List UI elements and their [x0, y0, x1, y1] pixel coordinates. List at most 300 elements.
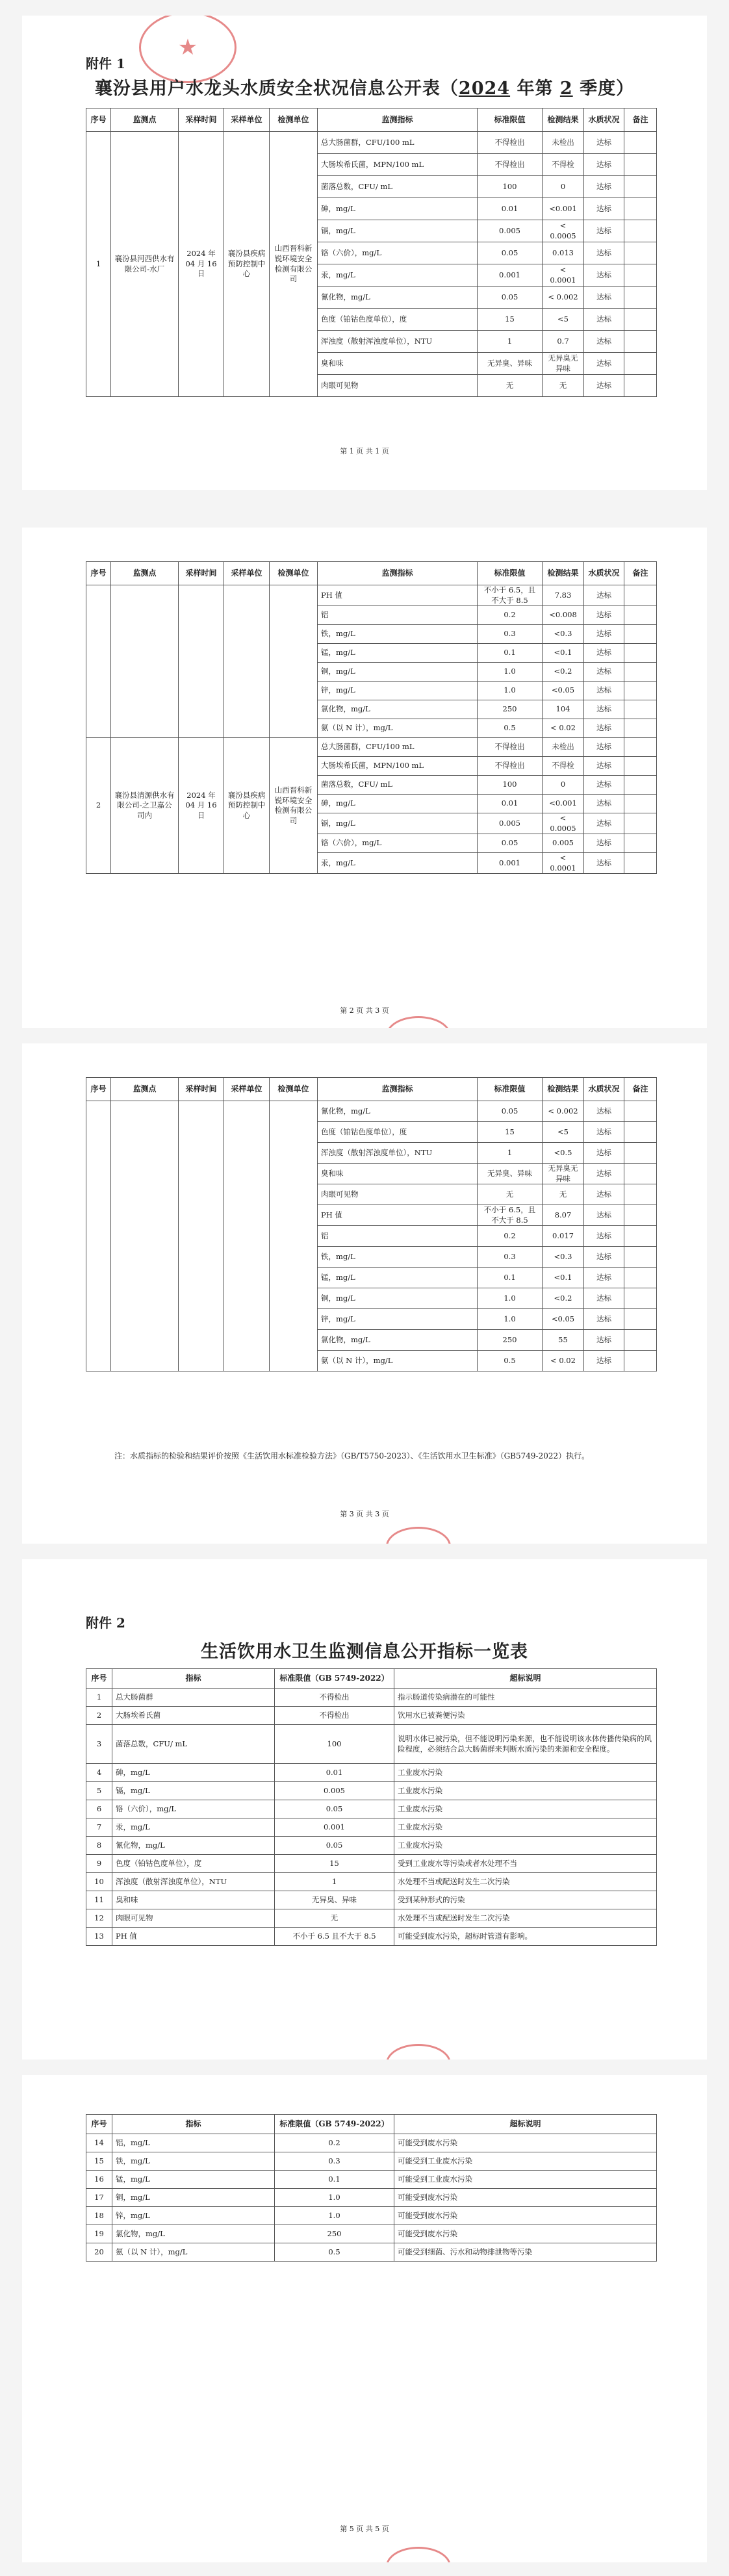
cell-limit: 无 — [275, 1909, 394, 1928]
header-tester: 检测单位 — [270, 1078, 318, 1101]
cell-result: 0 — [543, 776, 584, 795]
cell-remark — [624, 853, 657, 874]
cell-limit: 1.0 — [275, 2207, 394, 2225]
cell-result: <0.001 — [543, 198, 584, 220]
cell-result: <0.3 — [543, 1247, 584, 1268]
cell-result: 0.017 — [543, 1226, 584, 1247]
cell-status: 达标 — [584, 1122, 624, 1143]
cell-limit: 0.3 — [478, 1247, 543, 1268]
cell-limit: 不小于 6.5，且不大于 8.5 — [478, 585, 543, 606]
cell-indicator: 铬（六价），mg/L — [112, 1800, 275, 1818]
cell-limit: 0.5 — [275, 2243, 394, 2262]
page-footer: 第 3 页 共 3 页 — [340, 1510, 389, 1518]
table-row — [86, 1782, 657, 1800]
cell-seq: 17 — [86, 2189, 112, 2207]
cell-indicator: 镉，mg/L — [318, 220, 478, 242]
cell-merged-blank — [86, 1101, 111, 1371]
cell-desc: 工业废水污染 — [394, 1818, 657, 1837]
cell-desc: 说明水体已被污染，但不能说明污染来源，也不能说明该水体传播传染病的风险程度，必须结合总大肠菌群来判断水质污染的来源和安全程度。 — [394, 1725, 657, 1764]
header-limit: 标准限值（GB 5749-2022） — [275, 1669, 394, 1689]
cell-status: 达标 — [584, 795, 624, 813]
cell-remark — [624, 1143, 657, 1164]
cell-indicator: 肉眼可见物 — [112, 1909, 275, 1928]
cell-seq: 8 — [86, 1837, 112, 1855]
cell-indicator: 铜，mg/L — [318, 1288, 478, 1309]
cell-seq: 20 — [86, 2243, 112, 2262]
cell-limit: 1.0 — [478, 682, 543, 700]
cell-seq: 2 — [86, 738, 111, 874]
cell-limit: 不得检出 — [478, 132, 543, 154]
cell-seq: 11 — [86, 1891, 112, 1909]
page-5 — [22, 2075, 707, 2562]
cell-remark — [624, 309, 657, 331]
cell-desc: 工业废水污染 — [394, 1764, 657, 1782]
cell-status: 达标 — [584, 353, 624, 375]
official-seal — [386, 2547, 451, 2562]
header-sampler: 采样单位 — [224, 562, 270, 585]
cell-result: 104 — [543, 700, 584, 719]
cell-limit: 1 — [478, 1143, 543, 1164]
cell-indicator: PH 值 — [112, 1928, 275, 1946]
cell-seq: 15 — [86, 2152, 112, 2171]
cell-desc: 可能受到废水污染，超标时管道有影响。 — [394, 1928, 657, 1946]
cell-indicator: 氰化物，mg/L — [318, 287, 478, 309]
cell-result: 不得检 — [543, 154, 584, 176]
cell-limit: 1.0 — [478, 1309, 543, 1330]
header-sampler: 采样单位 — [224, 1078, 270, 1101]
cell-indicator: 臭和味 — [112, 1891, 275, 1909]
table-row — [86, 1891, 657, 1909]
cell-merged-blank — [224, 585, 270, 738]
cell-limit: 0.3 — [275, 2152, 394, 2171]
cell-indicator: 砷，mg/L — [318, 198, 478, 220]
page-footer: 第 1 页 共 1 页 — [340, 447, 389, 455]
cell-result: 未检出 — [543, 132, 584, 154]
cell-limit: 无 — [478, 375, 543, 397]
cell-tester: 山西晋科新锐环境安全检测有限公司 — [270, 132, 318, 397]
cell-limit: 不得检出 — [478, 154, 543, 176]
cell-limit: 15 — [478, 309, 543, 331]
cell-status: 达标 — [584, 719, 624, 738]
cell-remark — [624, 132, 657, 154]
table-row — [86, 1837, 657, 1855]
cell-status: 达标 — [584, 1309, 624, 1330]
cell-indicator: 浑浊度（散射浑浊度单位），NTU — [318, 331, 478, 353]
cell-indicator: 总大肠菌群，CFU/100 mL — [318, 132, 478, 154]
cell-limit: 0.001 — [478, 853, 543, 874]
cell-limit: 不小于 6.5，且不大于 8.5 — [478, 1205, 543, 1226]
cell-remark — [624, 585, 657, 606]
cell-indicator: 菌落总数，CFU/ mL — [318, 176, 478, 198]
cell-remark — [624, 1226, 657, 1247]
cell-limit: 0.2 — [478, 1226, 543, 1247]
monitoring-table-1 — [86, 108, 657, 397]
cell-seq: 1 — [86, 132, 111, 397]
page-2 — [22, 528, 707, 1028]
cell-seq: 5 — [86, 1782, 112, 1800]
header-desc: 超标说明 — [394, 1669, 657, 1689]
cell-status: 达标 — [584, 738, 624, 757]
cell-indicator: 氨（以 N 计），mg/L — [318, 719, 478, 738]
cell-status: 达标 — [584, 1226, 624, 1247]
cell-seq: 19 — [86, 2225, 112, 2243]
cell-indicator: 氯化物，mg/L — [112, 2225, 275, 2243]
cell-indicator: 色度（铂钴色度单位），度 — [318, 309, 478, 331]
cell-result: < 0.0005 — [543, 813, 584, 834]
header-status: 水质状况 — [584, 108, 624, 132]
header-time: 采样时间 — [179, 1078, 224, 1101]
cell-status: 达标 — [584, 176, 624, 198]
cell-desc: 可能受到工业废水污染 — [394, 2171, 657, 2189]
cell-result: < 0.02 — [543, 1351, 584, 1371]
cell-indicator: 锰，mg/L — [318, 1268, 478, 1288]
cell-result: 0.013 — [543, 242, 584, 264]
cell-indicator: 镉，mg/L — [318, 813, 478, 834]
cell-status: 达标 — [584, 682, 624, 700]
cell-limit: 无异臭、异味 — [275, 1891, 394, 1909]
cell-indicator: 菌落总数，CFU/ mL — [318, 776, 478, 795]
cell-status: 达标 — [584, 264, 624, 287]
cell-remark — [624, 1184, 657, 1205]
cell-remark — [624, 757, 657, 776]
cell-status: 达标 — [584, 663, 624, 682]
table-row — [86, 1725, 657, 1764]
cell-status: 达标 — [584, 1143, 624, 1164]
cell-status: 达标 — [584, 625, 624, 644]
cell-indicator: 锰，mg/L — [112, 2171, 275, 2189]
cell-result: <0.008 — [543, 606, 584, 625]
cell-limit: 0.005 — [275, 1782, 394, 1800]
cell-remark — [624, 1288, 657, 1309]
header-indicator: 监测指标 — [318, 1078, 478, 1101]
cell-merged-blank — [179, 1101, 224, 1371]
cell-limit: 0.1 — [478, 1268, 543, 1288]
table-row — [86, 2225, 657, 2243]
cell-indicator: 铝 — [318, 606, 478, 625]
cell-remark — [624, 1268, 657, 1288]
cell-indicator: 氨（以 N 计），mg/L — [112, 2243, 275, 2262]
cell-sampler: 襄汾县疾病预防控制中心 — [224, 132, 270, 397]
cell-result: < 0.002 — [543, 1101, 584, 1122]
cell-seq: 3 — [86, 1725, 112, 1764]
cell-seq: 2 — [86, 1707, 112, 1725]
header-seq: 序号 — [86, 108, 111, 132]
cell-merged-blank — [111, 585, 179, 738]
cell-status: 达标 — [584, 1205, 624, 1226]
cell-status: 达标 — [584, 606, 624, 625]
cell-limit: 0.05 — [478, 287, 543, 309]
cell-remark — [624, 776, 657, 795]
cell-indicator: 锰，mg/L — [318, 644, 478, 663]
cell-desc: 可能受到废水污染 — [394, 2207, 657, 2225]
cell-indicator: 铝，mg/L — [112, 2134, 275, 2152]
table-row — [86, 1101, 657, 1122]
cell-indicator: 砷，mg/L — [112, 1764, 275, 1782]
header-result: 检测结果 — [543, 562, 584, 585]
cell-result: <0.05 — [543, 682, 584, 700]
cell-result: 无 — [543, 1184, 584, 1205]
cell-remark — [624, 220, 657, 242]
cell-status: 达标 — [584, 644, 624, 663]
cell-desc: 水处理不当或配送时发生二次污染 — [394, 1873, 657, 1891]
table-row — [86, 1689, 657, 1707]
table-row — [86, 1928, 657, 1946]
cell-limit: 0.005 — [478, 220, 543, 242]
cell-status: 达标 — [584, 1184, 624, 1205]
cell-desc: 受到工业废水等污染或者水处理不当 — [394, 1855, 657, 1873]
cell-desc: 工业废水污染 — [394, 1837, 657, 1855]
cell-result: <0.05 — [543, 1309, 584, 1330]
cell-status: 达标 — [584, 700, 624, 719]
cell-status: 达标 — [584, 132, 624, 154]
cell-limit: 无异臭、异味 — [478, 353, 543, 375]
official-seal: ★ — [139, 16, 237, 83]
table-row — [86, 2134, 657, 2152]
cell-merged-blank — [224, 1101, 270, 1371]
cell-seq: 12 — [86, 1909, 112, 1928]
cell-indicator: 肉眼可见物 — [318, 375, 478, 397]
cell-status: 达标 — [584, 1330, 624, 1351]
table-row — [86, 1855, 657, 1873]
cell-status: 达标 — [584, 1247, 624, 1268]
cell-result: <0.1 — [543, 644, 584, 663]
cell-indicator: 菌落总数，CFU/ mL — [112, 1725, 275, 1764]
cell-status: 达标 — [584, 813, 624, 834]
cell-result: < 0.002 — [543, 287, 584, 309]
cell-remark — [624, 719, 657, 738]
table-header-row — [86, 1078, 657, 1101]
page-footer: 第 2 页 共 3 页 — [340, 1006, 389, 1015]
cell-limit: 1.0 — [478, 663, 543, 682]
cell-status: 达标 — [584, 776, 624, 795]
indicator-table-2 — [86, 2114, 657, 2262]
cell-limit: 0.1 — [275, 2171, 394, 2189]
table-row — [86, 1800, 657, 1818]
cell-result: <5 — [543, 1122, 584, 1143]
cell-result: 7.83 — [543, 585, 584, 606]
page-3 — [22, 1043, 707, 1544]
cell-remark — [624, 1122, 657, 1143]
cell-remark — [624, 813, 657, 834]
cell-desc: 饮用水已被粪便污染 — [394, 1707, 657, 1725]
cell-indicator: 汞，mg/L — [318, 264, 478, 287]
cell-result: <0.2 — [543, 663, 584, 682]
table-header-row — [86, 1669, 657, 1689]
table-row — [86, 1764, 657, 1782]
cell-seq: 16 — [86, 2171, 112, 2189]
cell-status: 达标 — [584, 198, 624, 220]
cell-indicator: 浑浊度（散射浑浊度单位），NTU — [318, 1143, 478, 1164]
cell-limit: 0.05 — [275, 1800, 394, 1818]
cell-tester: 山西晋科新锐环境安全检测有限公司 — [270, 738, 318, 874]
cell-seq: 13 — [86, 1928, 112, 1946]
header-tester: 检测单位 — [270, 562, 318, 585]
cell-limit: 0.001 — [275, 1818, 394, 1837]
cell-time: 2024 年 04 月 16 日 — [179, 132, 224, 397]
cell-limit: 不小于 6.5 且不大于 8.5 — [275, 1928, 394, 1946]
cell-result: <0.5 — [543, 1143, 584, 1164]
cell-limit: 无异臭、异味 — [478, 1164, 543, 1184]
cell-indicator: 氯化物，mg/L — [318, 700, 478, 719]
cell-indicator: PH 值 — [318, 1205, 478, 1226]
cell-desc: 可能受到废水污染 — [394, 2225, 657, 2243]
cell-remark — [624, 625, 657, 644]
cell-limit: 100 — [478, 176, 543, 198]
cell-remark — [624, 663, 657, 682]
cell-merged-blank — [179, 585, 224, 738]
cell-indicator: 铁，mg/L — [112, 2152, 275, 2171]
cell-seq: 1 — [86, 1689, 112, 1707]
cell-indicator: 氨（以 N 计），mg/L — [318, 1351, 478, 1371]
cell-result: < 0.0001 — [543, 853, 584, 874]
attachment-label: 附件 2 — [86, 1615, 125, 1631]
cell-remark — [624, 1309, 657, 1330]
cell-limit: 不得检出 — [478, 757, 543, 776]
cell-limit: 1.0 — [478, 1288, 543, 1309]
cell-remark — [624, 331, 657, 353]
cell-desc: 工业废水污染 — [394, 1800, 657, 1818]
cell-result: < 0.0005 — [543, 220, 584, 242]
cell-desc: 可能受到废水污染 — [394, 2189, 657, 2207]
header-indicator: 指标 — [112, 2115, 275, 2134]
cell-status: 达标 — [584, 585, 624, 606]
header-remark: 备注 — [624, 108, 657, 132]
cell-limit: 不得检出 — [275, 1707, 394, 1725]
header-result: 检测结果 — [543, 1078, 584, 1101]
cell-remark — [624, 154, 657, 176]
header-remark: 备注 — [624, 1078, 657, 1101]
cell-indicator: 铬（六价），mg/L — [318, 242, 478, 264]
cell-limit: 0.5 — [478, 719, 543, 738]
cell-remark — [624, 287, 657, 309]
cell-remark — [624, 1205, 657, 1226]
cell-remark — [624, 375, 657, 397]
cell-limit: 0.2 — [275, 2134, 394, 2152]
cell-indicator: 铁，mg/L — [318, 1247, 478, 1268]
cell-remark — [624, 606, 657, 625]
cell-indicator: 锌，mg/L — [318, 1309, 478, 1330]
cell-limit: 0.005 — [478, 813, 543, 834]
cell-result: 0.005 — [543, 834, 584, 853]
cell-indicator: 锌，mg/L — [318, 682, 478, 700]
cell-result: 55 — [543, 1330, 584, 1351]
cell-limit: 0.1 — [478, 644, 543, 663]
cell-limit: 0.2 — [478, 606, 543, 625]
cell-desc: 可能受到工业废水污染 — [394, 2152, 657, 2171]
header-indicator: 监测指标 — [318, 108, 478, 132]
cell-indicator: 总大肠菌群 — [112, 1689, 275, 1707]
cell-status: 达标 — [584, 1351, 624, 1371]
cell-result: < 0.0001 — [543, 264, 584, 287]
cell-limit: 15 — [478, 1122, 543, 1143]
cell-result: <5 — [543, 309, 584, 331]
cell-remark — [624, 795, 657, 813]
attachment-label: 附件 1 — [86, 56, 125, 71]
cell-status: 达标 — [584, 154, 624, 176]
standards-note: 注：水质指标的检验和结果评价按照《生活饮用水标准检验方法》（GB/T5750-2023）、《生活饮用水卫生标准》（GB5749-2022）执行。 — [114, 1451, 590, 1460]
official-seal — [386, 1527, 451, 1544]
table-row — [86, 1873, 657, 1891]
cell-indicator: 大肠埃希氏菌，MPN/100 mL — [318, 154, 478, 176]
cell-limit: 不得检出 — [275, 1689, 394, 1707]
table-row — [86, 2189, 657, 2207]
cell-indicator: 色度（铂钴色度单位），度 — [318, 1122, 478, 1143]
cell-seq: 6 — [86, 1800, 112, 1818]
header-limit: 标准限值 — [478, 108, 543, 132]
cell-result: 0 — [543, 176, 584, 198]
cell-merged-blank — [270, 585, 318, 738]
cell-limit: 0.01 — [478, 795, 543, 813]
page-1 — [22, 16, 707, 490]
cell-point: 襄汾县清源供水有限公司-之卫嘉公司内 — [111, 738, 179, 874]
header-remark: 备注 — [624, 562, 657, 585]
cell-remark — [624, 1330, 657, 1351]
header-seq: 序号 — [86, 1078, 111, 1101]
cell-seq: 14 — [86, 2134, 112, 2152]
cell-indicator: 大肠埃希氏菌，MPN/100 mL — [318, 757, 478, 776]
header-point: 监测点 — [111, 562, 179, 585]
cell-limit: 无 — [478, 1184, 543, 1205]
cell-seq: 9 — [86, 1855, 112, 1873]
header-limit: 标准限值（GB 5749-2022） — [275, 2115, 394, 2134]
header-point: 监测点 — [111, 1078, 179, 1101]
cell-result: 不得检 — [543, 757, 584, 776]
cell-result: 无异臭无异味 — [543, 1164, 584, 1184]
cell-merged-blank — [270, 1101, 318, 1371]
cell-result: 无异臭无异味 — [543, 353, 584, 375]
cell-remark — [624, 242, 657, 264]
official-seal — [386, 1016, 451, 1028]
header-limit: 标准限值 — [478, 1078, 543, 1101]
cell-limit: 250 — [275, 2225, 394, 2243]
cell-remark — [624, 834, 657, 853]
page-title: 生活饮用水卫生监测信息公开指标一览表 — [201, 1642, 528, 1662]
cell-limit: 15 — [275, 1855, 394, 1873]
cell-limit: 0.01 — [275, 1764, 394, 1782]
cell-result: 无 — [543, 375, 584, 397]
header-result: 检测结果 — [543, 108, 584, 132]
cell-merged-blank — [111, 1101, 179, 1371]
cell-status: 达标 — [584, 309, 624, 331]
table-row — [86, 2152, 657, 2171]
cell-desc: 可能受到细菌、污水和动物排泄物等污染 — [394, 2243, 657, 2262]
cell-indicator: 铜，mg/L — [318, 663, 478, 682]
cell-limit: 0.05 — [478, 834, 543, 853]
page-title: 襄汾县用户水龙头水质安全状况信息公开表（2024 年第 2 季度） — [94, 79, 635, 99]
cell-remark — [624, 682, 657, 700]
cell-status: 达标 — [584, 375, 624, 397]
cell-desc: 指示肠道传染病潜在的可能性 — [394, 1689, 657, 1707]
official-seal — [386, 2044, 451, 2060]
cell-remark — [624, 1247, 657, 1268]
header-indicator: 指标 — [112, 1669, 275, 1689]
header-seq: 序号 — [86, 1669, 112, 1689]
cell-merged-blank — [86, 585, 111, 738]
cell-remark — [624, 176, 657, 198]
header-seq: 序号 — [86, 2115, 112, 2134]
cell-result: < 0.02 — [543, 719, 584, 738]
cell-indicator: 铝 — [318, 1226, 478, 1247]
header-status: 水质状况 — [584, 1078, 624, 1101]
cell-limit: 不得检出 — [478, 738, 543, 757]
cell-limit: 0.05 — [478, 1101, 543, 1122]
cell-seq: 7 — [86, 1818, 112, 1837]
cell-limit: 0.3 — [478, 625, 543, 644]
header-indicator: 监测指标 — [318, 562, 478, 585]
cell-indicator: 臭和味 — [318, 353, 478, 375]
cell-indicator: 铬（六价），mg/L — [318, 834, 478, 853]
cell-time: 2024 年 04 月 16 日 — [179, 738, 224, 874]
